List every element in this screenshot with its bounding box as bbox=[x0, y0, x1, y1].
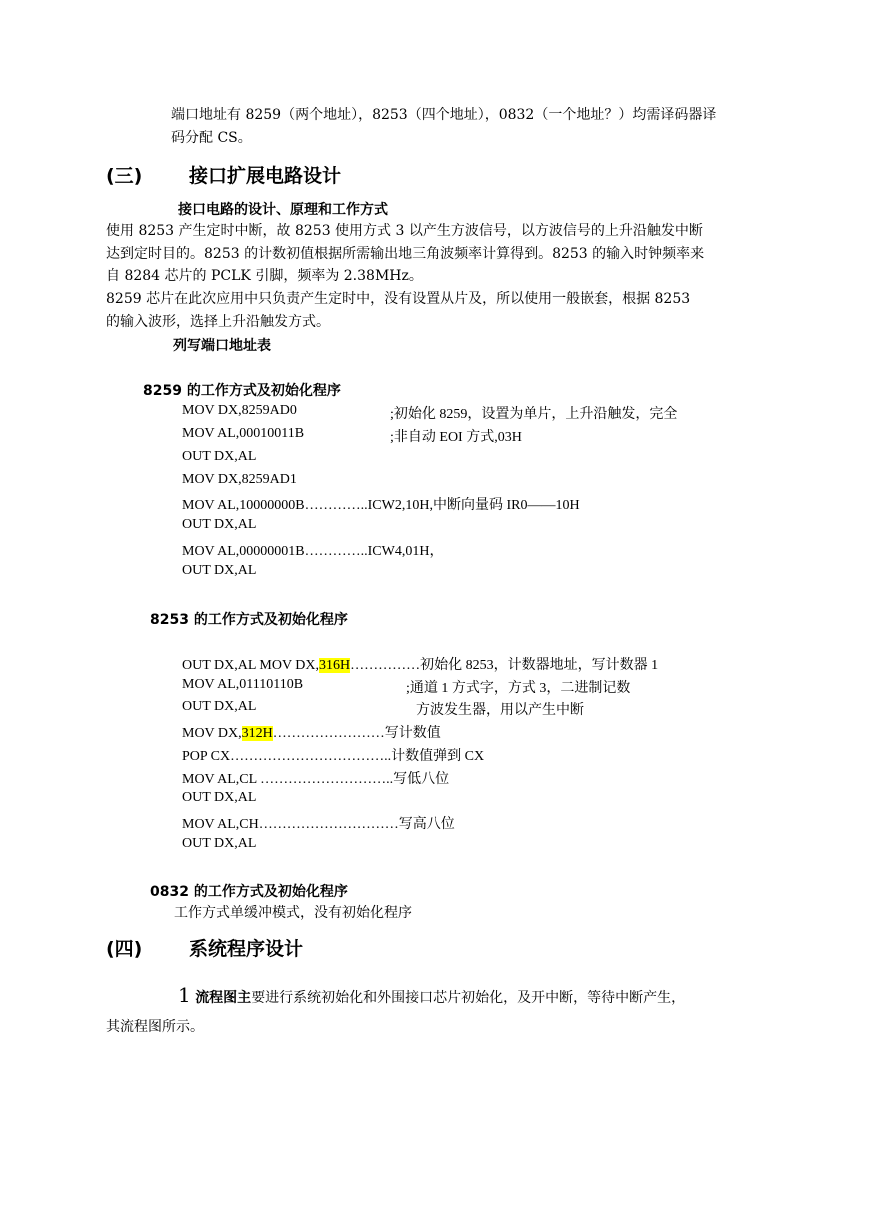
paragraph-8253-line-2: 达到定时目的。8253 的计数初值根据所需输出地三角波频率计算得到。8253 的输入时钟频率来 bbox=[106, 246, 705, 262]
highlighted-address: 316H bbox=[319, 658, 351, 673]
code-line bbox=[182, 722, 441, 742]
section-4-title: 系统程序设计 bbox=[189, 938, 304, 960]
code-line: OUT DX,AL bbox=[182, 517, 257, 532]
code-line: MOV AL,00000001B…………..ICW4,01H， bbox=[182, 544, 444, 559]
code-line: OUT DX,AL bbox=[182, 836, 257, 851]
code-line: MOV AL,10000000B…………..ICW2,10H,中断向量码 IR0——10H bbox=[182, 498, 580, 513]
code-line: POP CX……………………………..计数值弹到 CX bbox=[182, 749, 485, 764]
item-number: 1 bbox=[178, 983, 191, 1007]
highlighted-address: 312H bbox=[241, 726, 273, 741]
code-text: ……………初始化 8253，计数器地址，写计数器 1 bbox=[350, 658, 659, 673]
prog-0832-title: 0832 的工作方式及初始化程序 bbox=[150, 884, 348, 900]
code-text: ……………………写计数值 bbox=[272, 726, 441, 741]
subsection-circuit-design: 接口电路的设计、原理和工作方式 bbox=[178, 202, 388, 218]
code-line: MOV DX,8259AD0 bbox=[182, 403, 297, 418]
prog-8253-title: 8253 的工作方式及初始化程序 bbox=[150, 612, 348, 628]
code-line: MOV DX,8259AD1 bbox=[182, 472, 297, 487]
subsection-port-table: 列写端口地址表 bbox=[173, 338, 271, 354]
flowchart-paragraph bbox=[178, 983, 685, 1007]
code-line: MOV AL,CL ………………………..写低八位 bbox=[182, 772, 450, 787]
code-line: MOV AL,00010011B bbox=[182, 426, 305, 441]
code-line: MOV AL,CH…………………………写高八位 bbox=[182, 817, 455, 832]
code-line: OUT DX,AL bbox=[182, 563, 257, 578]
code-line bbox=[182, 654, 658, 674]
section-3-number: (三) bbox=[106, 165, 143, 187]
section-4-number: (四) bbox=[106, 938, 143, 960]
flowchart-paragraph-line-2: 其流程图所示。 bbox=[106, 1019, 204, 1035]
code-comment: ;初始化 8259，设置为单片，上升沿触发，完全 bbox=[390, 407, 678, 422]
code-line: MOV AL,01110110B bbox=[182, 677, 304, 692]
code-text: MOV DX, bbox=[182, 726, 242, 741]
paragraph-8259-line-1: 8259 芯片在此次应用中只负责产生定时中，没有设置从片及，所以使用一般嵌套，根据 8253 bbox=[106, 291, 691, 307]
intro-line-2: 码分配 CS。 bbox=[171, 130, 252, 146]
paragraph-8253-line-3: 自 8284 芯片的 PCLK 引脚，频率为 2.38MHz。 bbox=[106, 268, 423, 284]
paragraph-8259-line-2: 的输入波形，选择上升沿触发方式。 bbox=[106, 314, 330, 330]
code-comment: ;通道 1 方式字，方式 3，二进制记数 bbox=[406, 681, 631, 696]
code-line: OUT DX,AL bbox=[182, 699, 257, 714]
section-3-title: 接口扩展电路设计 bbox=[189, 165, 342, 187]
paragraph-8253-line-1: 使用 8253 产生定时中断，故 8253 使用方式 3 以产生方波信号，以方波信号的上升沿触发中断 bbox=[106, 223, 703, 239]
prog-0832-desc: 工作方式单缓冲模式，没有初始化程序 bbox=[174, 905, 412, 921]
code-comment: 方波发生器，用以产生中断 bbox=[416, 703, 584, 718]
code-text: OUT DX,AL MOV DX, bbox=[182, 658, 320, 673]
item-text: 要进行系统初始化和外围接口芯片初始化，及开中断，等待中断产生， bbox=[251, 990, 686, 1006]
intro-line-1: 端口地址有 8259（两个地址），8253（四个地址），0832（一个地址？）均需译码器译 bbox=[171, 107, 717, 123]
code-line: OUT DX,AL bbox=[182, 449, 257, 464]
code-line: OUT DX,AL bbox=[182, 790, 257, 805]
prog-8259-title: 8259 的工作方式及初始化程序 bbox=[143, 383, 341, 399]
item-bold-label: 流程图主 bbox=[195, 990, 252, 1006]
code-comment: ;非自动 EOI 方式,03H bbox=[390, 430, 522, 445]
